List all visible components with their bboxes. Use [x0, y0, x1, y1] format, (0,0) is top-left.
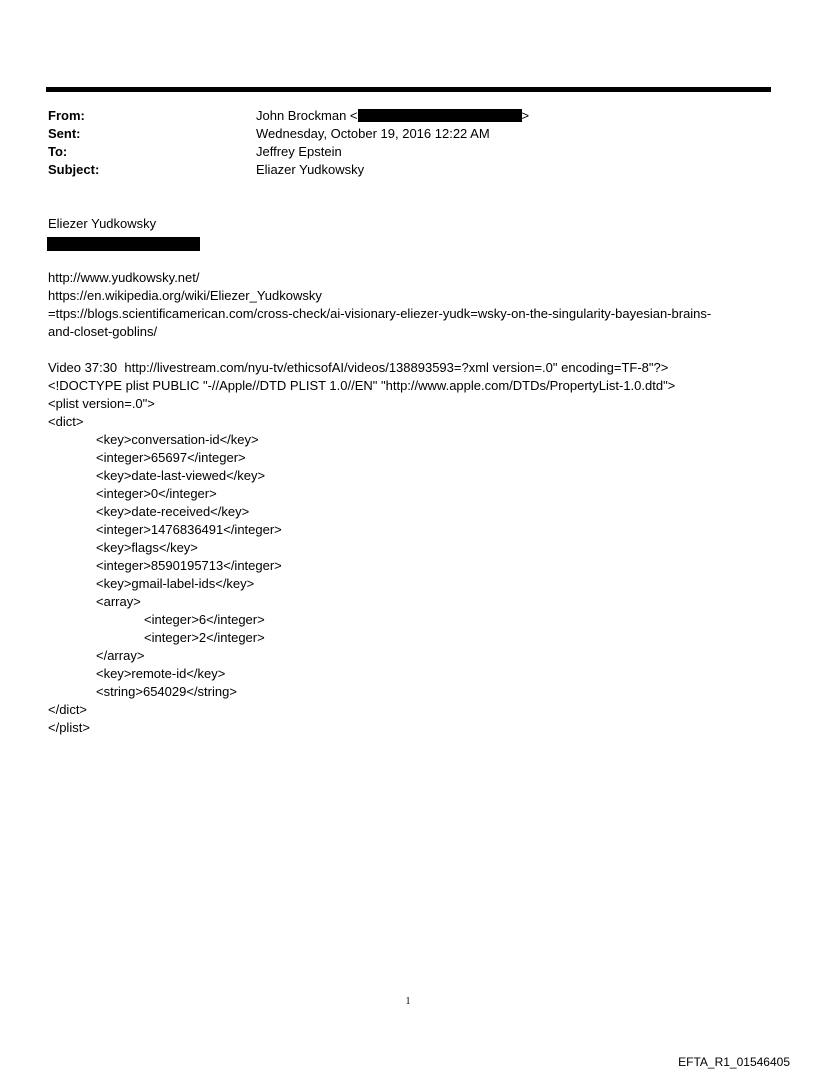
sender-name: John Brockman < — [256, 108, 358, 123]
sender-close: > — [521, 108, 530, 123]
page-number: 1 — [405, 996, 411, 1007]
dict-line: <integer>0</integer> — [96, 486, 217, 501]
subject-label: Subject: — [48, 162, 100, 177]
dict-line: <key>remote-id</key> — [96, 666, 226, 681]
link-line: https://en.wikipedia.org/wiki/Eliezer_Yudkowsky — [48, 288, 322, 303]
dict-line: <key>conversation-id</key> — [96, 432, 259, 447]
redacted-email-block — [358, 109, 522, 122]
dict-line: <string>654029</string> — [96, 684, 237, 699]
plist-open: <plist version=.0"> — [48, 396, 155, 411]
dict-line: </array> — [96, 648, 145, 663]
video-line: Video 37:30 http://livestream.com/nyu-tv/ethicsofAI/videos/138893593=?xml version=.0" encoding=TF-8"?> — [48, 360, 669, 375]
bates-number: EFTA_R1_01546405 — [678, 1055, 790, 1069]
link-line: =ttps://blogs.scientificamerican.com/cross-check/ai-visionary-eliezer-yudk=wsky-on-the-singularity-bayesian-brains- — [48, 306, 712, 321]
dict-line: <key>gmail-label-ids</key> — [96, 576, 255, 591]
from-value — [256, 107, 529, 125]
dict-line: <key>date-last-viewed</key> — [96, 468, 266, 483]
dict-open: <dict> — [48, 414, 84, 429]
array-item: <integer>6</integer> — [144, 612, 265, 627]
link-line: and-closet-goblins/ — [48, 324, 158, 339]
dict-line: <integer>65697</integer> — [96, 450, 246, 465]
dict-line: <key>flags</key> — [96, 540, 198, 555]
link-line: http://www.yudkowsky.net/ — [48, 270, 200, 285]
plist-close: </plist> — [48, 720, 90, 735]
to-label: To: — [48, 144, 68, 159]
redacted-block — [47, 237, 200, 251]
dict-line: <integer>1476836491</integer> — [96, 522, 282, 537]
sent-label: Sent: — [48, 126, 81, 141]
dict-line: <key>date-received</key> — [96, 504, 250, 519]
from-label: From: — [48, 108, 85, 123]
header-rule — [46, 87, 771, 92]
array-item: <integer>2</integer> — [144, 630, 265, 645]
dict-close: </dict> — [48, 702, 88, 717]
body-name: Eliezer Yudkowsky — [48, 216, 157, 231]
dict-line: <integer>8590195713</integer> — [96, 558, 282, 573]
doctype-line: <!DOCTYPE plist PUBLIC "-//Apple//DTD PLIST 1.0//EN" "http://www.apple.com/DTDs/PropertyList-1.0.dtd"> — [48, 378, 676, 393]
sent-value: Wednesday, October 19, 2016 12:22 AM — [256, 126, 490, 141]
to-value: Jeffrey Epstein — [256, 144, 342, 159]
dict-line: <array> — [96, 594, 141, 609]
subject-value: Eliazer Yudkowsky — [256, 162, 365, 177]
